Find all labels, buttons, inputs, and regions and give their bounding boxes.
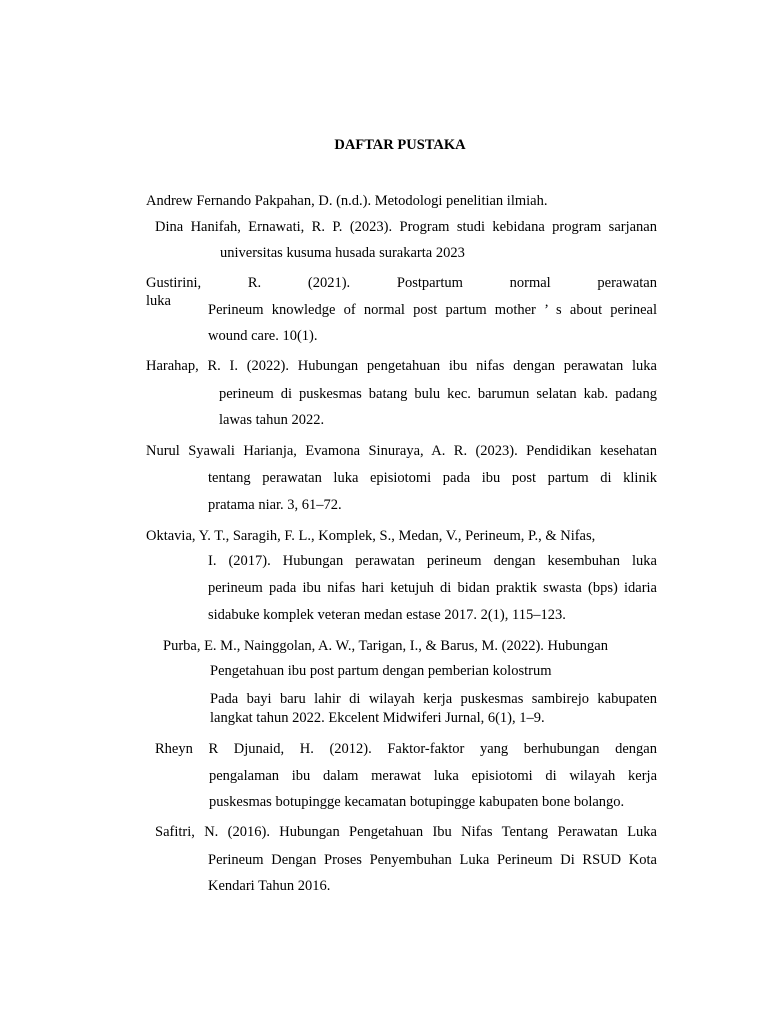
reference-7-line-4: langkat tahun 2022. Ekcelent Midwiferi Jurnal, 6(1), 1–9.: [210, 710, 545, 726]
reference-5-line-3: pratama niar. 3, 61–72.: [208, 497, 342, 513]
reference-3-line-3: wound care. 10(1).: [208, 328, 318, 344]
reference-9-line-3: Kendari Tahun 2016.: [208, 878, 331, 894]
reference-6-line-4: sidabuke komplek veteran medan estase 2017. 2(1), 115–123.: [208, 607, 566, 623]
reference-7-line-3: Pada bayi baru lahir di wilayah kerja puskesmas sambirejo kabupaten: [210, 691, 657, 707]
reference-1-line-1: Andrew Fernando Pakpahan, D. (n.d.). Metodologi penelitian ilmiah.: [146, 193, 548, 209]
page-title: DAFTAR PUSTAKA: [334, 137, 466, 153]
reference-3-line-2: Perineum knowledge of normal post partum mother ’ s about perineal: [208, 302, 657, 318]
reference-6-line-2: I. (2017). Hubungan perawatan perineum dengan kesembuhan luka: [208, 553, 657, 569]
reference-3-line-1: Gustirini, R. (2021). Postpartum normal perawatan luka: [146, 275, 657, 309]
reference-4-line-3: lawas tahun 2022.: [219, 412, 325, 428]
reference-9-line-2: Perineum Dengan Proses Penyembuhan Luka Perineum Di RSUD Kota: [208, 852, 657, 868]
reference-4-line-2: perineum di puskesmas batang bulu kec. barumun selatan kab. padang: [219, 386, 657, 402]
reference-5-line-1: Nurul Syawali Harianja, Evamona Sinuraya, A. R. (2023). Pendidikan kesehatan: [146, 443, 657, 459]
reference-5-line-2: tentang perawatan luka episiotomi pada ibu post partum di klinik: [208, 470, 657, 486]
reference-8-line-3: puskesmas botupingge kecamatan botupingge kabupaten bone bolango.: [209, 794, 625, 810]
reference-8-line-1: Rheyn R Djunaid, H. (2012). Faktor-faktor yang berhubungan dengan: [155, 741, 657, 757]
reference-2-line-2: universitas kusuma husada surakarta 2023: [220, 245, 465, 261]
reference-4-line-1: Harahap, R. I. (2022). Hubungan pengetahuan ibu nifas dengan perawatan luka: [146, 358, 657, 374]
reference-9-line-1: Safitri, N. (2016). Hubungan Pengetahuan Ibu Nifas Tentang Perawatan Luka: [155, 824, 657, 840]
reference-8-line-2: pengalaman ibu dalam merawat luka episiotomi di wilayah kerja: [209, 768, 657, 784]
reference-2-line-1: Dina Hanifah, Ernawati, R. P. (2023). Program studi kebidana program sarjanan: [155, 219, 657, 235]
reference-6-line-1: Oktavia, Y. T., Saragih, F. L., Komplek, S., Medan, V., Perineum, P., & Nifas,: [146, 528, 596, 544]
reference-6-line-3: perineum pada ibu nifas hari ketujuh di bidan praktik swasta (bps) idaria: [208, 580, 657, 596]
reference-7-line-1: Purba, E. M., Nainggolan, A. W., Tarigan, I., & Barus, M. (2022). Hubungan: [163, 638, 608, 654]
reference-7-line-2: Pengetahuan ibu post partum dengan pemberian kolostrum: [210, 663, 552, 679]
